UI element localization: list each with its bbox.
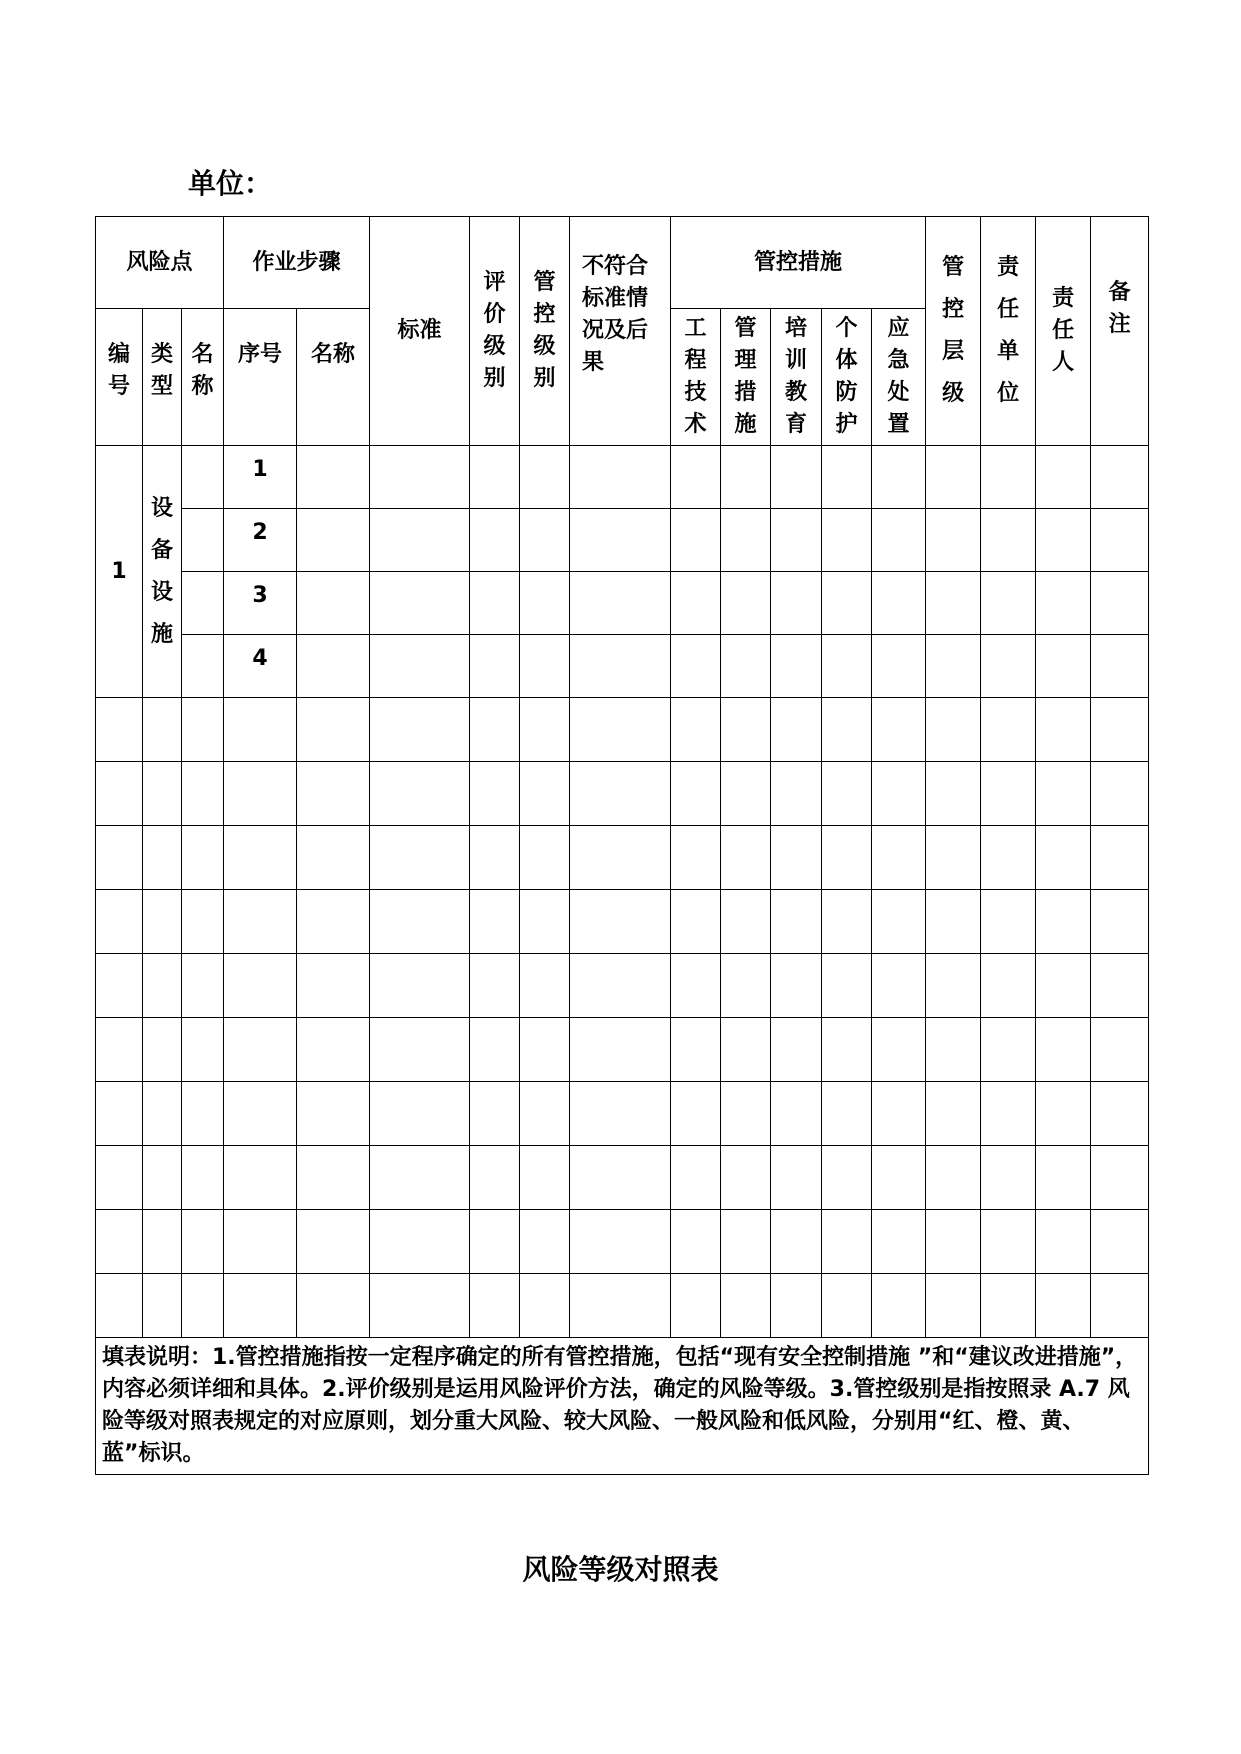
table-cell: [981, 635, 1036, 698]
table-cell: [143, 698, 182, 762]
table-cell: [721, 509, 771, 572]
table-cell: [224, 762, 297, 826]
table-cell: [520, 1018, 570, 1082]
table-cell: [470, 698, 520, 762]
table-cell: [721, 635, 771, 698]
table-cell: [872, 509, 926, 572]
table-cell: [370, 954, 470, 1018]
table-cell: [570, 826, 671, 890]
table-cell: [671, 1274, 721, 1338]
table-cell: [822, 635, 872, 698]
table-cell: [771, 1018, 822, 1082]
table-cell: [520, 1082, 570, 1146]
table-cell: [297, 509, 370, 572]
table-cell: [297, 446, 370, 509]
table-cell: [370, 572, 470, 635]
name-subheader: 名称: [182, 309, 224, 446]
table-cell: [470, 1210, 520, 1274]
table-cell: [470, 1082, 520, 1146]
table-cell: [771, 635, 822, 698]
table-cell: [520, 762, 570, 826]
table-cell: [224, 1082, 297, 1146]
table-cell: [570, 635, 671, 698]
table-cell: [570, 954, 671, 1018]
table-cell: [1091, 826, 1149, 890]
table-cell: [370, 446, 470, 509]
table-cell: [1036, 698, 1091, 762]
table-cell: [822, 509, 872, 572]
table-cell: [981, 1018, 1036, 1082]
table-cell: [721, 954, 771, 1018]
table-row: [96, 954, 1149, 1018]
table-cell: [470, 1018, 520, 1082]
table-cell: [721, 1146, 771, 1210]
table-cell: [520, 446, 570, 509]
table-cell: [297, 635, 370, 698]
table-cell: [822, 954, 872, 1018]
table-cell: [721, 446, 771, 509]
table-cell: [822, 826, 872, 890]
table-cell: [182, 762, 224, 826]
table-cell: [671, 509, 721, 572]
table-cell: [520, 698, 570, 762]
table-cell: [1036, 572, 1091, 635]
type-subheader: 类型: [143, 309, 182, 446]
table-cell: [182, 1210, 224, 1274]
table-cell: [370, 635, 470, 698]
table-cell: [926, 1018, 981, 1082]
table-cell: [470, 954, 520, 1018]
table-cell: [926, 890, 981, 954]
table-cell: [822, 1018, 872, 1082]
table-cell: [182, 572, 224, 635]
table-cell: [872, 890, 926, 954]
table-row: [96, 635, 1149, 698]
table-cell: [297, 1146, 370, 1210]
table-cell: [224, 826, 297, 890]
table-cell: [721, 572, 771, 635]
seq-cell: 3: [224, 572, 297, 635]
table-row: [96, 1274, 1149, 1338]
risk-control-table: [95, 216, 1149, 1475]
table-cell: [872, 635, 926, 698]
table-cell: [570, 762, 671, 826]
table-cell: [771, 698, 822, 762]
step-name-subheader: 名称: [297, 309, 370, 446]
table-cell: [926, 446, 981, 509]
table-cell: [926, 635, 981, 698]
table-cell: [721, 890, 771, 954]
table-cell: [1091, 1274, 1149, 1338]
table-row: [96, 1018, 1149, 1082]
eval-level-header: 评价级别: [470, 217, 520, 446]
group-id-cell: 1: [96, 446, 143, 698]
table-cell: [520, 635, 570, 698]
table-cell: [981, 826, 1036, 890]
standard-header: 标准: [370, 217, 470, 446]
table-cell: [981, 572, 1036, 635]
table-cell: [370, 890, 470, 954]
table-cell: [297, 1274, 370, 1338]
table-cell: [224, 1274, 297, 1338]
table-cell: [1091, 1146, 1149, 1210]
table-cell: [182, 635, 224, 698]
table-cell: [370, 509, 470, 572]
table-cell: [520, 1146, 570, 1210]
risk-level-table-title: 风险等级对照表: [522, 1553, 719, 1586]
seq-cell: 1: [224, 446, 297, 509]
table-cell: [1091, 1018, 1149, 1082]
table-cell: [822, 1146, 872, 1210]
table-cell: [671, 635, 721, 698]
table-cell: [1036, 446, 1091, 509]
table-cell: [771, 762, 822, 826]
table-cell: [671, 1210, 721, 1274]
table-cell: [721, 762, 771, 826]
table-cell: [224, 698, 297, 762]
unit-label: 单位：: [188, 167, 273, 200]
nonconformity-header: 不符合标准情况及后果: [570, 217, 671, 446]
table-cell: [1036, 1082, 1091, 1146]
table-cell: [470, 890, 520, 954]
table-cell: [182, 954, 224, 1018]
table-cell: [981, 1082, 1036, 1146]
table-cell: [721, 826, 771, 890]
seq-cell: 2: [224, 509, 297, 572]
table-cell: [872, 1082, 926, 1146]
resp-unit-header: 责任单位: [981, 217, 1036, 446]
table-cell: [470, 509, 520, 572]
table-cell: [570, 1146, 671, 1210]
table-cell: [96, 1082, 143, 1146]
table-cell: [370, 1018, 470, 1082]
table-cell: [143, 1274, 182, 1338]
table-cell: [872, 446, 926, 509]
table-cell: [96, 1018, 143, 1082]
table-cell: [926, 954, 981, 1018]
table-row: [96, 1210, 1149, 1274]
table-cell: [981, 1274, 1036, 1338]
table-cell: [520, 1210, 570, 1274]
table-cell: [1091, 890, 1149, 954]
table-cell: [182, 826, 224, 890]
table-row: [96, 1146, 1149, 1210]
table-row: [96, 509, 1149, 572]
table-cell: [926, 826, 981, 890]
emergency-subheader: 应急处置: [872, 309, 926, 446]
table-cell: [570, 509, 671, 572]
table-cell: [224, 954, 297, 1018]
table-cell: [671, 890, 721, 954]
table-cell: [822, 572, 872, 635]
table-cell: [1036, 954, 1091, 1018]
table-cell: [182, 1018, 224, 1082]
resp-person-header: 责任人: [1036, 217, 1091, 446]
table-cell: [1091, 698, 1149, 762]
table-cell: [1091, 446, 1149, 509]
table-cell: [822, 1082, 872, 1146]
table-cell: [926, 1274, 981, 1338]
remarks-header: 备注: [1091, 217, 1149, 446]
table-cell: [470, 1146, 520, 1210]
table-cell: [771, 1146, 822, 1210]
table-cell: [470, 446, 520, 509]
table-cell: [671, 1018, 721, 1082]
table-cell: [981, 698, 1036, 762]
table-cell: [926, 698, 981, 762]
table-cell: [1036, 826, 1091, 890]
table-cell: [297, 762, 370, 826]
table-cell: [297, 572, 370, 635]
table-cell: [872, 1274, 926, 1338]
table-cell: [143, 1210, 182, 1274]
table-cell: [182, 890, 224, 954]
table-cell: [1036, 635, 1091, 698]
table-cell: [570, 572, 671, 635]
table-cell: [96, 1146, 143, 1210]
table-cell: [370, 1210, 470, 1274]
management-subheader: 管理措施: [721, 309, 771, 446]
table-cell: [520, 509, 570, 572]
table-cell: [297, 826, 370, 890]
table-cell: [926, 572, 981, 635]
table-cell: [671, 1146, 721, 1210]
table-cell: [297, 1018, 370, 1082]
table-cell: [981, 954, 1036, 1018]
table-cell: [981, 509, 1036, 572]
table-cell: [143, 1146, 182, 1210]
table-cell: [872, 1018, 926, 1082]
table-cell: [721, 1018, 771, 1082]
table-cell: [822, 890, 872, 954]
table-cell: [771, 954, 822, 1018]
control-tier-header: 管控层级: [926, 217, 981, 446]
table-cell: [570, 890, 671, 954]
table-cell: [370, 1274, 470, 1338]
table-cell: [1091, 1210, 1149, 1274]
table-cell: [721, 1210, 771, 1274]
table-cell: [771, 826, 822, 890]
table-cell: [470, 762, 520, 826]
table-cell: [297, 890, 370, 954]
table-cell: [182, 1274, 224, 1338]
table-cell: [1091, 509, 1149, 572]
table-cell: [143, 954, 182, 1018]
table-cell: [771, 890, 822, 954]
table-cell: [570, 1018, 671, 1082]
table-cell: [926, 762, 981, 826]
table-cell: [926, 1210, 981, 1274]
table-cell: [182, 509, 224, 572]
table-cell: [224, 1210, 297, 1274]
table-cell: [1036, 1018, 1091, 1082]
table-cell: [872, 954, 926, 1018]
table-cell: [1036, 1274, 1091, 1338]
table-cell: [370, 826, 470, 890]
table-cell: [671, 954, 721, 1018]
table-cell: [721, 698, 771, 762]
control-measures-header: 管控措施: [671, 217, 926, 309]
table-cell: [297, 698, 370, 762]
table-row: [96, 762, 1149, 826]
table-cell: [721, 1082, 771, 1146]
table-cell: [224, 1146, 297, 1210]
table-cell: [1091, 762, 1149, 826]
table-row: [96, 826, 1149, 890]
table-cell: [570, 446, 671, 509]
table-cell: [96, 826, 143, 890]
ppe-subheader: 个体防护: [822, 309, 872, 446]
table-cell: [1036, 509, 1091, 572]
table-cell: [1091, 954, 1149, 1018]
table-cell: [981, 890, 1036, 954]
table-cell: [182, 698, 224, 762]
table-cell: [520, 826, 570, 890]
table-cell: [1036, 890, 1091, 954]
table-cell: [143, 762, 182, 826]
seq-subheader: 序号: [224, 309, 297, 446]
table-cell: [143, 826, 182, 890]
table-cell: [370, 698, 470, 762]
table-cell: [1036, 762, 1091, 826]
table-cell: [470, 635, 520, 698]
table-cell: [570, 698, 671, 762]
table-cell: [96, 762, 143, 826]
table-cell: [822, 446, 872, 509]
table-cell: [1036, 1210, 1091, 1274]
table-cell: [1091, 572, 1149, 635]
table-cell: [822, 1210, 872, 1274]
table-cell: [297, 1082, 370, 1146]
table-cell: [297, 1210, 370, 1274]
training-subheader: 培训教育: [771, 309, 822, 446]
table-cell: [520, 572, 570, 635]
group-type-cell: 设备设施: [143, 446, 182, 698]
engineering-subheader: 工程技术: [671, 309, 721, 446]
table-cell: [872, 826, 926, 890]
table-cell: [671, 446, 721, 509]
table-cell: [671, 762, 721, 826]
table-cell: [370, 1082, 470, 1146]
table-cell: [981, 1146, 1036, 1210]
table-cell: [370, 1146, 470, 1210]
table-cell: [224, 890, 297, 954]
table-cell: [872, 762, 926, 826]
risk-point-header: 风险点: [96, 217, 224, 309]
table-cell: [872, 572, 926, 635]
table-cell: [671, 1082, 721, 1146]
table-cell: [182, 446, 224, 509]
table-cell: [182, 1082, 224, 1146]
table-cell: [671, 698, 721, 762]
table-cell: [771, 1274, 822, 1338]
table-cell: [182, 1146, 224, 1210]
table-cell: [926, 1082, 981, 1146]
table-cell: [370, 762, 470, 826]
table-cell: [822, 762, 872, 826]
table-cell: [771, 446, 822, 509]
table-cell: [96, 954, 143, 1018]
table-cell: [771, 572, 822, 635]
table-cell: [297, 954, 370, 1018]
table-cell: [1091, 1082, 1149, 1146]
table-row: [96, 572, 1149, 635]
table-row: [96, 890, 1149, 954]
table-cell: [872, 698, 926, 762]
table-cell: [224, 1018, 297, 1082]
table-cell: [96, 1274, 143, 1338]
table-cell: [771, 509, 822, 572]
table-cell: [143, 1082, 182, 1146]
table-cell: [771, 1210, 822, 1274]
table-cell: [520, 890, 570, 954]
seq-cell: 4: [224, 635, 297, 698]
table-cell: [1091, 635, 1149, 698]
table-cell: [470, 1274, 520, 1338]
table-cell: [981, 1210, 1036, 1274]
table-cell: [822, 698, 872, 762]
table-row: [96, 698, 1149, 762]
table-cell: [671, 826, 721, 890]
table-cell: [671, 572, 721, 635]
table-cell: [570, 1082, 671, 1146]
table-cell: [470, 572, 520, 635]
table-cell: [520, 954, 570, 1018]
table-cell: [981, 762, 1036, 826]
table-cell: [470, 826, 520, 890]
id-subheader: 编号: [96, 309, 143, 446]
table-cell: [721, 1274, 771, 1338]
table-cell: [926, 509, 981, 572]
fill-instructions: 填表说明：1.管控措施指按一定程序确定的所有管控措施，包括“现有安全控制措施 ”和“建议改进措施”，内容必须详细和具体。2.评价级别是运用风险评价方法，确定的风险等级。3.管控级别是指按照录 A.7 风险等级对照表规定的对应原则，划分重大风险、较大风险、一般风险和低风险，分别用“红、橙、黄、蓝”标识。: [96, 1338, 1149, 1475]
table-row: [96, 446, 1149, 509]
table-cell: [143, 890, 182, 954]
table-cell: [1036, 1146, 1091, 1210]
table-cell: [822, 1274, 872, 1338]
table-cell: [96, 890, 143, 954]
table-cell: [520, 1274, 570, 1338]
table-row: [96, 1082, 1149, 1146]
work-steps-header: 作业步骤: [224, 217, 370, 309]
table-cell: [570, 1274, 671, 1338]
table-cell: [981, 446, 1036, 509]
table-cell: [143, 1018, 182, 1082]
table-cell: [96, 1210, 143, 1274]
table-cell: [872, 1146, 926, 1210]
table-cell: [570, 1210, 671, 1274]
control-level-header: 管控级别: [520, 217, 570, 446]
table-cell: [926, 1146, 981, 1210]
table-cell: [872, 1210, 926, 1274]
table-cell: [771, 1082, 822, 1146]
table-cell: [96, 698, 143, 762]
